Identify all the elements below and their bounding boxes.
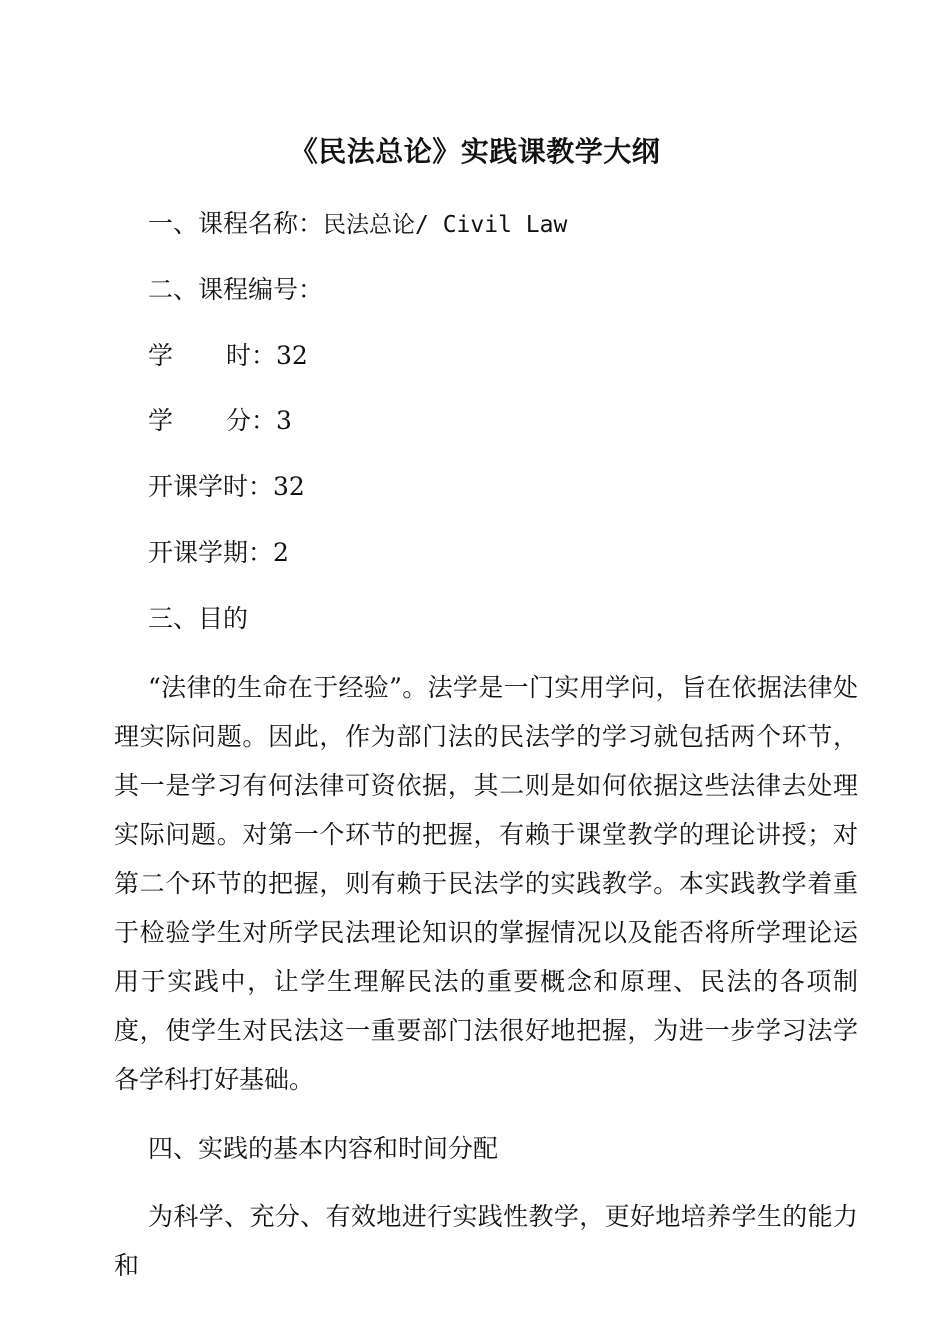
semester-value: 2 — [273, 538, 289, 567]
semester-line — [148, 535, 289, 571]
credits-label-b: 分： — [226, 406, 277, 435]
document-title: 《民法总论》实践课教学大纲 — [289, 135, 661, 168]
hours-value: 32 — [276, 341, 308, 370]
hours-label-b: 时： — [226, 341, 277, 370]
course-name-line — [148, 206, 567, 243]
credits-line — [148, 403, 292, 439]
section3-heading: 三、目的 — [148, 604, 249, 633]
credits-value: 3 — [276, 406, 292, 435]
teaching-hours-label: 开课学时： — [148, 472, 274, 501]
section4-heading: 四、实践的基本内容和时间分配 — [148, 1134, 499, 1163]
course-code-label: 二、课程编号： — [148, 275, 324, 304]
hours-label-a: 学 — [148, 341, 174, 370]
course-code-line — [148, 272, 323, 308]
teaching-hours-line — [148, 469, 305, 505]
course-name-value: 民法总论/ Civil Law — [323, 212, 568, 238]
teaching-hours-value: 32 — [273, 472, 305, 501]
course-name-label: 一、课程名称： — [148, 209, 324, 238]
semester-label: 开课学期： — [148, 538, 274, 567]
credits-label-a: 学 — [148, 406, 174, 435]
section3-paragraph: “法律的生命在于经验”。法学是一门实用学问，旨在依据法律处理实际问题。因此，作为部门法的民法学的学习就包括两个环节，其一是学习有何法律可资依据，其二则是如何依据这些法律去处理实际问题。对第一个环节的把握，有赖于课堂教学的理论讲授；对第二个环节的把握，则有赖于民法学的实践教学。本实践教学着重于检验学生对所学民法理论知识的掌握情况以及能否将所学理论运用于实践中，让学生理解民法的重要概念和原理、民法的各项制度，使学生对民法这一重要部门法很好地把握，为进一步学习法学各学科打好基础。 — [114, 673, 858, 1094]
hours-line — [148, 338, 308, 374]
section4-paragraph: 为科学、充分、有效地进行实践性教学，更好地培养学生的能力和 — [114, 1202, 858, 1280]
